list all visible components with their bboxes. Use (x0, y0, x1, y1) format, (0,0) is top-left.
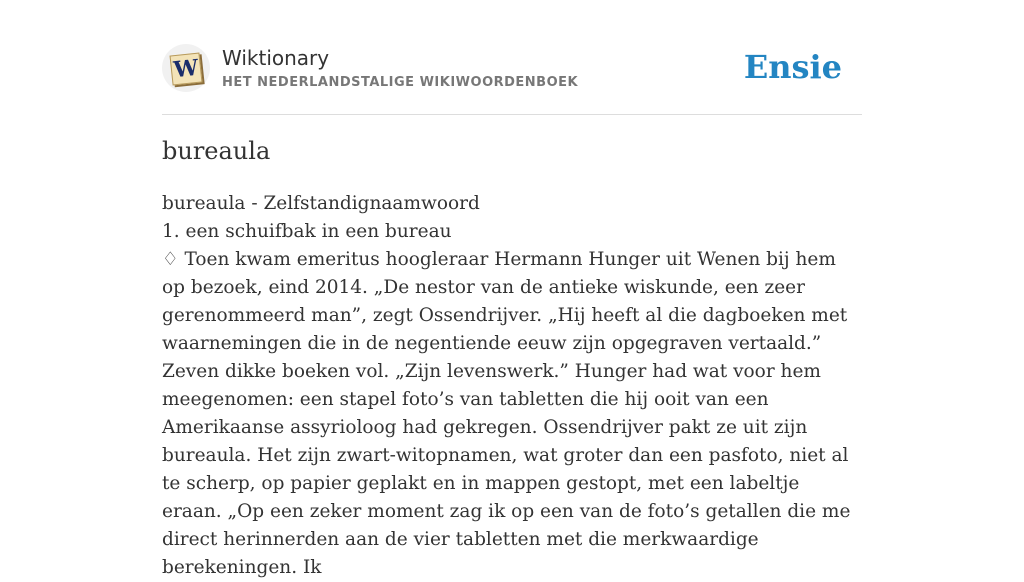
example-quote: ♢ Toen kwam emeritus hoogleraar Hermann Hunger uit Wenen bij hem op bezoek, eind 2014. „De nestor van de antieke wiskunde, een zeer gerenommeerd man”, zegt Ossendrijver. „Hij heeft al die dagboeken met waarnemingen die in de negentiende eeuw zijn opgegraven vertaald.” Zeven dikke boeken vol. „Zijn levenswerk.” Hunger had wat voor hem meegenomen: een stapel foto’s van tabletten die hij ooit van een Amerikaanse assyrioloog had gekregen. Ossendrijver pakt ze uit zijn bureaula. Het zijn zwart-witopnamen, wat groter dan een pasfoto, niet al te scherp, op papier geplakt en in mappen gestopt, met een labeltje eraan. „Op een zeker moment zag ik op een van de foto’s getallen die me direct herinnerden aan de vier tabletten met die merkwaardige berekeningen. Ik (162, 249, 851, 578)
header (162, 44, 862, 115)
ensie-logo[interactable]: Ensie (743, 48, 842, 86)
entry-content (162, 190, 862, 582)
page-title: bureaula (162, 137, 271, 165)
site-name[interactable]: Wiktionary (222, 46, 330, 70)
logo-tile: W (170, 53, 203, 86)
word-type-line: bureaula - Zelfstandignaamwoord (162, 193, 480, 214)
site-subtitle: HET NEDERLANDSTALIGE WIKIWOORDENBOEK (222, 75, 579, 90)
wiktionary-logo[interactable] (162, 44, 210, 92)
definition: 1. een schuifbak in een bureau (162, 221, 452, 242)
